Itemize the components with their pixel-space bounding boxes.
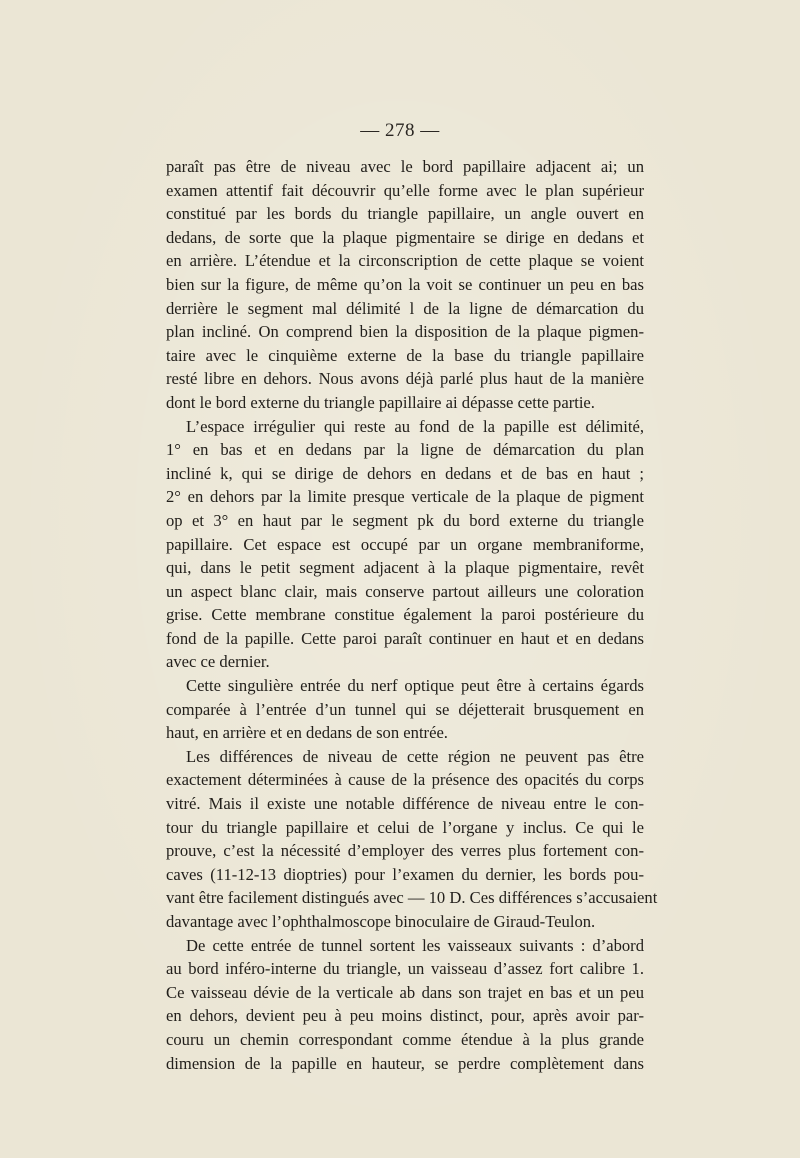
text-line: en arrière. L’étendue et la circonscription de cette plaque se voient <box>166 251 644 271</box>
text-line: dimension de la papille en hauteur, se perdre complètement dans <box>166 1053 644 1073</box>
text-line: davantage avec l’ophthalmoscope binoculaire de Giraud-Teulon. <box>166 912 596 931</box>
text-line: Cette singulière entrée du nerf optique peut être à certains égards <box>186 676 644 696</box>
text-line: op et 3° en haut par le segment pk du bord externe du triangle <box>166 510 644 530</box>
text-line: incliné k, qui se dirige de dehors en dedans et de bas en haut ; <box>166 463 644 483</box>
text-line: qui, dans le petit segment adjacent à la plaque pigmentaire, revêt <box>166 558 644 578</box>
text-line: au bord inféro-interne du triangle, un vaisseau d’assez fort calibre 1. <box>166 959 644 979</box>
text-line: vant être facilement distingués avec — 10 D. Ces différences s’accusaient <box>166 888 658 908</box>
text-line: constitué par les bords du triangle papillaire, un angle ouvert en <box>166 204 644 224</box>
text-line: plan incliné. On comprend bien la disposition de la plaque pigmen- <box>166 322 644 342</box>
text-line: avec ce dernier. <box>166 652 270 672</box>
text-line: 2° en dehors par la limite presque verticale de la plaque de pigment <box>166 487 644 507</box>
text-line: papillaire. Cet espace est occupé par un organe membraniforme, <box>166 534 644 554</box>
text-line: De cette entrée de tunnel sortent les vaisseaux suivants : d’abord <box>186 935 644 955</box>
text-line: un aspect blanc clair, mais conserve partout ailleurs une coloration <box>166 581 644 601</box>
text-line: fond de la papille. Cette paroi paraît continuer en haut et en dedans <box>166 628 644 648</box>
text-line: en dehors, devient peu à peu moins distinct, pour, après avoir par- <box>166 1006 644 1026</box>
text-line: comparée à l’entrée d’un tunnel qui se déjetterait brusquement en <box>166 699 644 719</box>
text-line: prouve, c’est la nécessité d’employer des verres plus fortement con- <box>166 841 644 861</box>
text-line: haut, en arrière et en dedans de son entrée. <box>166 723 448 743</box>
page-number: — 278 — <box>360 120 440 141</box>
text-line: bien sur la figure, de même qu’on la voit se continuer un peu en bas <box>166 274 644 294</box>
text-line: vitré. Mais il existe une notable différence de niveau entre le con- <box>166 794 644 814</box>
text-line: examen attentif fait découvrir qu’elle forme avec le plan supérieur <box>166 180 644 200</box>
text-line: exactement déterminées à cause de la présence des opacités du corps <box>166 770 644 790</box>
text-line: dedans, de sorte que la plaque pigmentaire se dirige en dedans et <box>166 227 644 247</box>
text-line: tour du triangle papillaire et celui de l’organe y inclus. Ce qui le <box>166 817 644 837</box>
text-line: resté libre en dehors. Nous avons déjà parlé plus haut de la manière <box>166 369 644 389</box>
text-line: 1° en bas et en dedans par la ligne de démarcation du plan <box>166 440 644 460</box>
text-line: Les différences de niveau de cette région ne peuvent pas être <box>186 746 644 766</box>
text-line: grise. Cette membrane constitue également la paroi postérieure du <box>166 605 644 625</box>
text-line: derrière le segment mal délimité l de la ligne de démarcation du <box>166 298 644 318</box>
body-text <box>166 155 658 1075</box>
text-line: Ce vaisseau dévie de la verticale ab dans son trajet en bas et un peu <box>166 982 644 1002</box>
text-line: dont le bord externe du triangle papillaire ai dépasse cette partie. <box>166 392 595 412</box>
text-line: paraît pas être de niveau avec le bord papillaire adjacent ai; un <box>166 157 644 176</box>
text-line: caves (11-12-13 dioptries) pour l’examen du dernier, les bords pou- <box>166 864 644 884</box>
text-line: couru un chemin correspondant comme étendue à la plus grande <box>166 1029 644 1049</box>
text-line: taire avec le cinquième externe de la base du triangle papillaire <box>166 345 644 365</box>
text-line: L’espace irrégulier qui reste au fond de la papille est délimité, <box>186 416 644 436</box>
